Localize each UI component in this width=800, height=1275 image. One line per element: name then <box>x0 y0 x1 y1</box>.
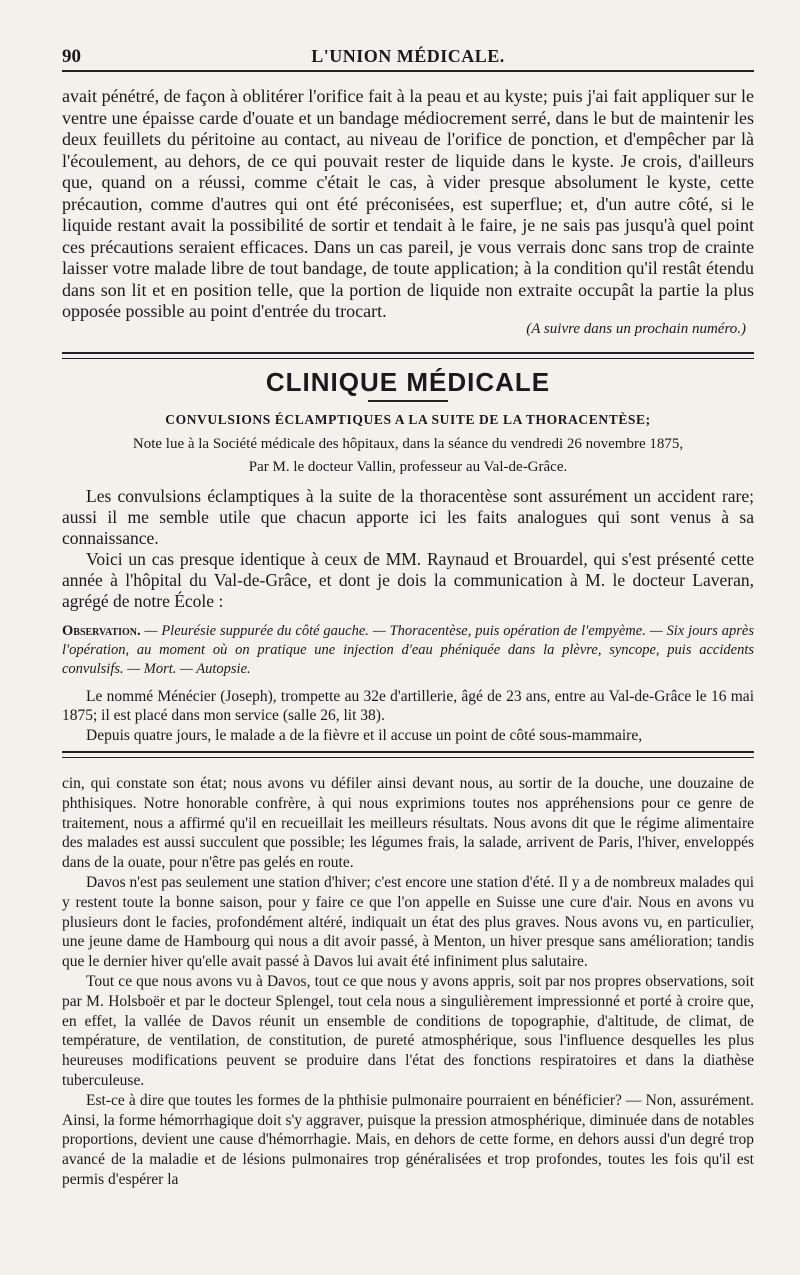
case-paragraph-1: Le nommé Ménécier (Joseph), trompette au 32e d'artillerie, âgé de 23 ans, entre au Val-de-Grâce le 16 mai 1875; il est placé dans mon service (salle 26, lit 38). <box>62 687 754 724</box>
page-body <box>62 86 754 1190</box>
author-line: Par M. le docteur Vallin, professeur au Val-de-Grâce. <box>248 458 568 475</box>
feuilleton-paragraph-1: cin, qui constate son état; nous avons vu défiler ainsi devant nous, au sortir de la douche, une douzaine de phthisiques. Notre honorable confrère, à qui nous exprimions toutes nos appréhensions pour ce genre de traitement, nous a affirmé qu'il en recueillait les meilleurs résultats. Nous avons dit que le régime alimentaire des malades est aussi succulent que possible; les légumes frais, la salade, arrivent de Paris, l'hiver, enveloppés dans de la ouate, pour n'être pas gelés en route. <box>62 775 754 872</box>
page-number: 90 <box>62 46 81 67</box>
feuilleton-paragraph-4: Est-ce à dire que toutes les formes de la phthisie pulmonaire pourraient en bénéficier? — Non, assurément. Ainsi, la forme hémorrhagique doit s'y aggraver, puisque la pression atmosphérique, diminuée dans de notables proportions, devient une cause d'hémorrhagie. Mais, en dehors de cette forme, en dehors aussi d'un degré trop avancé de la maladie et de lésions pulmonaires trop généralisées et trop profondes, toutes les fois qu'il est permis d'espérer la <box>62 1091 754 1188</box>
page-header <box>62 44 754 72</box>
case-paragraph-2: Depuis quatre jours, le malade a de la fièvre et il accuse un point de côté sous-mammaire, <box>86 726 643 744</box>
observation-heading <box>62 622 754 679</box>
feuilleton <box>62 774 754 1190</box>
previous-article-text: avait pénétré, de façon à oblitérer l'orifice fait à la peau et au kyste; puis j'ai fait appliquer sur le ventre une épaisse carde d'ouate et un bandage médiocrement serré, dans le but de maintenir les deux feuillets du péritoine au contact, au niveau de l'orifice de ponction, et d'empêcher par là l'écoulement, au dehors, de ce qui pouvait rester de liquide dans le kyste. Je crois, d'ailleurs que, quand on a réussi, comme c'était le cas, à vider presque absolument le kyste, cette précaution, comme d'autres qui ont été préconisées, est superflue; et, d'un autre côté, si le liquide restant avait la possibilité de sortir et tendait à le faire, je ne sais pas jusqu'à quel point ces précautions seraient efficaces. Dans un cas pareil, je vous verrais donc sans trop de crainte laisser votre malade libre de tout bandage, de toute application; à la condition qu'il restât étendu dans son lit et en position telle, que la portion de liquide non extraite occupât la partie la plus opposée possible au point d'entrée du trocart. <box>62 86 754 321</box>
running-title: L'UNION MÉDICALE. <box>311 46 505 66</box>
observation-summary: — Pleurésie suppurée du côté gauche. — Thoracentèse, puis opération de l'empyème. — Six jours après l'opération, au moment où on pratique une injection d'eau phéniquée dans la plèvre, syncope, puis accidents convulsifs. — Mort. — Autopsie. <box>62 622 755 677</box>
note-line: Note lue à la Société médicale des hôpitaux, dans la séance du vendredi 26 novembre 1875, <box>132 435 684 452</box>
feuilleton-paragraph-2: Davos n'est pas seulement une station d'hiver; c'est encore une station d'été. Il y a de nombreux malades qui y restent toute la bonne saison, pour y faire ce que l'on appelle en Suisse une cure d'air. Nous en avons vu plusieurs dont le facies, profondément altéré, indiquait un état des plus graves. Nous avons vu, en particulier, une jeune dame de Hambourg qui nous a dit avoir passé, à Menton, un hiver presque sans amélioration; tandis que le dernier hiver qu'elle avait passé à Davos lui avait été infiniment plus salutaire. <box>62 873 754 971</box>
article-paragraph-1: Les convulsions éclamptiques à la suite de la thoracentèse sont assurément un accident rare; aussi il me semble utile que chacun apporte ici les faits analogues qui sont venus à sa connaissance. <box>62 485 754 548</box>
article-paragraph-2: Voici un cas presque identique à ceux de MM. Raynaud et Brouardel, qui s'est présenté cette année à l'hôpital du Val-de-Grâce, et dont je dois la communication à M. le docteur Laveran, agrégé de notre École : <box>62 548 754 611</box>
observation-label: Observation. <box>62 622 141 639</box>
continued-note: (A suivre dans un prochain numéro.) <box>526 320 746 337</box>
title-underline <box>368 400 448 402</box>
section-title: CLINIQUE MÉDICALE <box>265 366 551 397</box>
feuilleton-paragraph-3: Tout ce que nous avons vu à Davos, tout ce que nous y avons appris, soit par nos propres observations, soit par M. Holsboër et par le docteur Splengel, tout cela nous a singulièrement impressionné et porté à croire que, en effet, la vallée de Davos réunit un ensemble de conditions de topographie, d'altitude, de climat, de température, de ventilation, de constitution, de pureté atmosphérique, sous l'influence desquelles les plus heureuses modifications peuvent se produire dans l'état des fonctions respiratoires et dans la diathèse tuberculeuse. <box>62 972 754 1089</box>
feuilleton-divider <box>62 751 754 758</box>
article-title: CONVULSIONS ÉCLAMPTIQUES A LA SUITE DE LA THORACENTÈSE; <box>165 411 651 427</box>
section-divider <box>62 352 754 359</box>
